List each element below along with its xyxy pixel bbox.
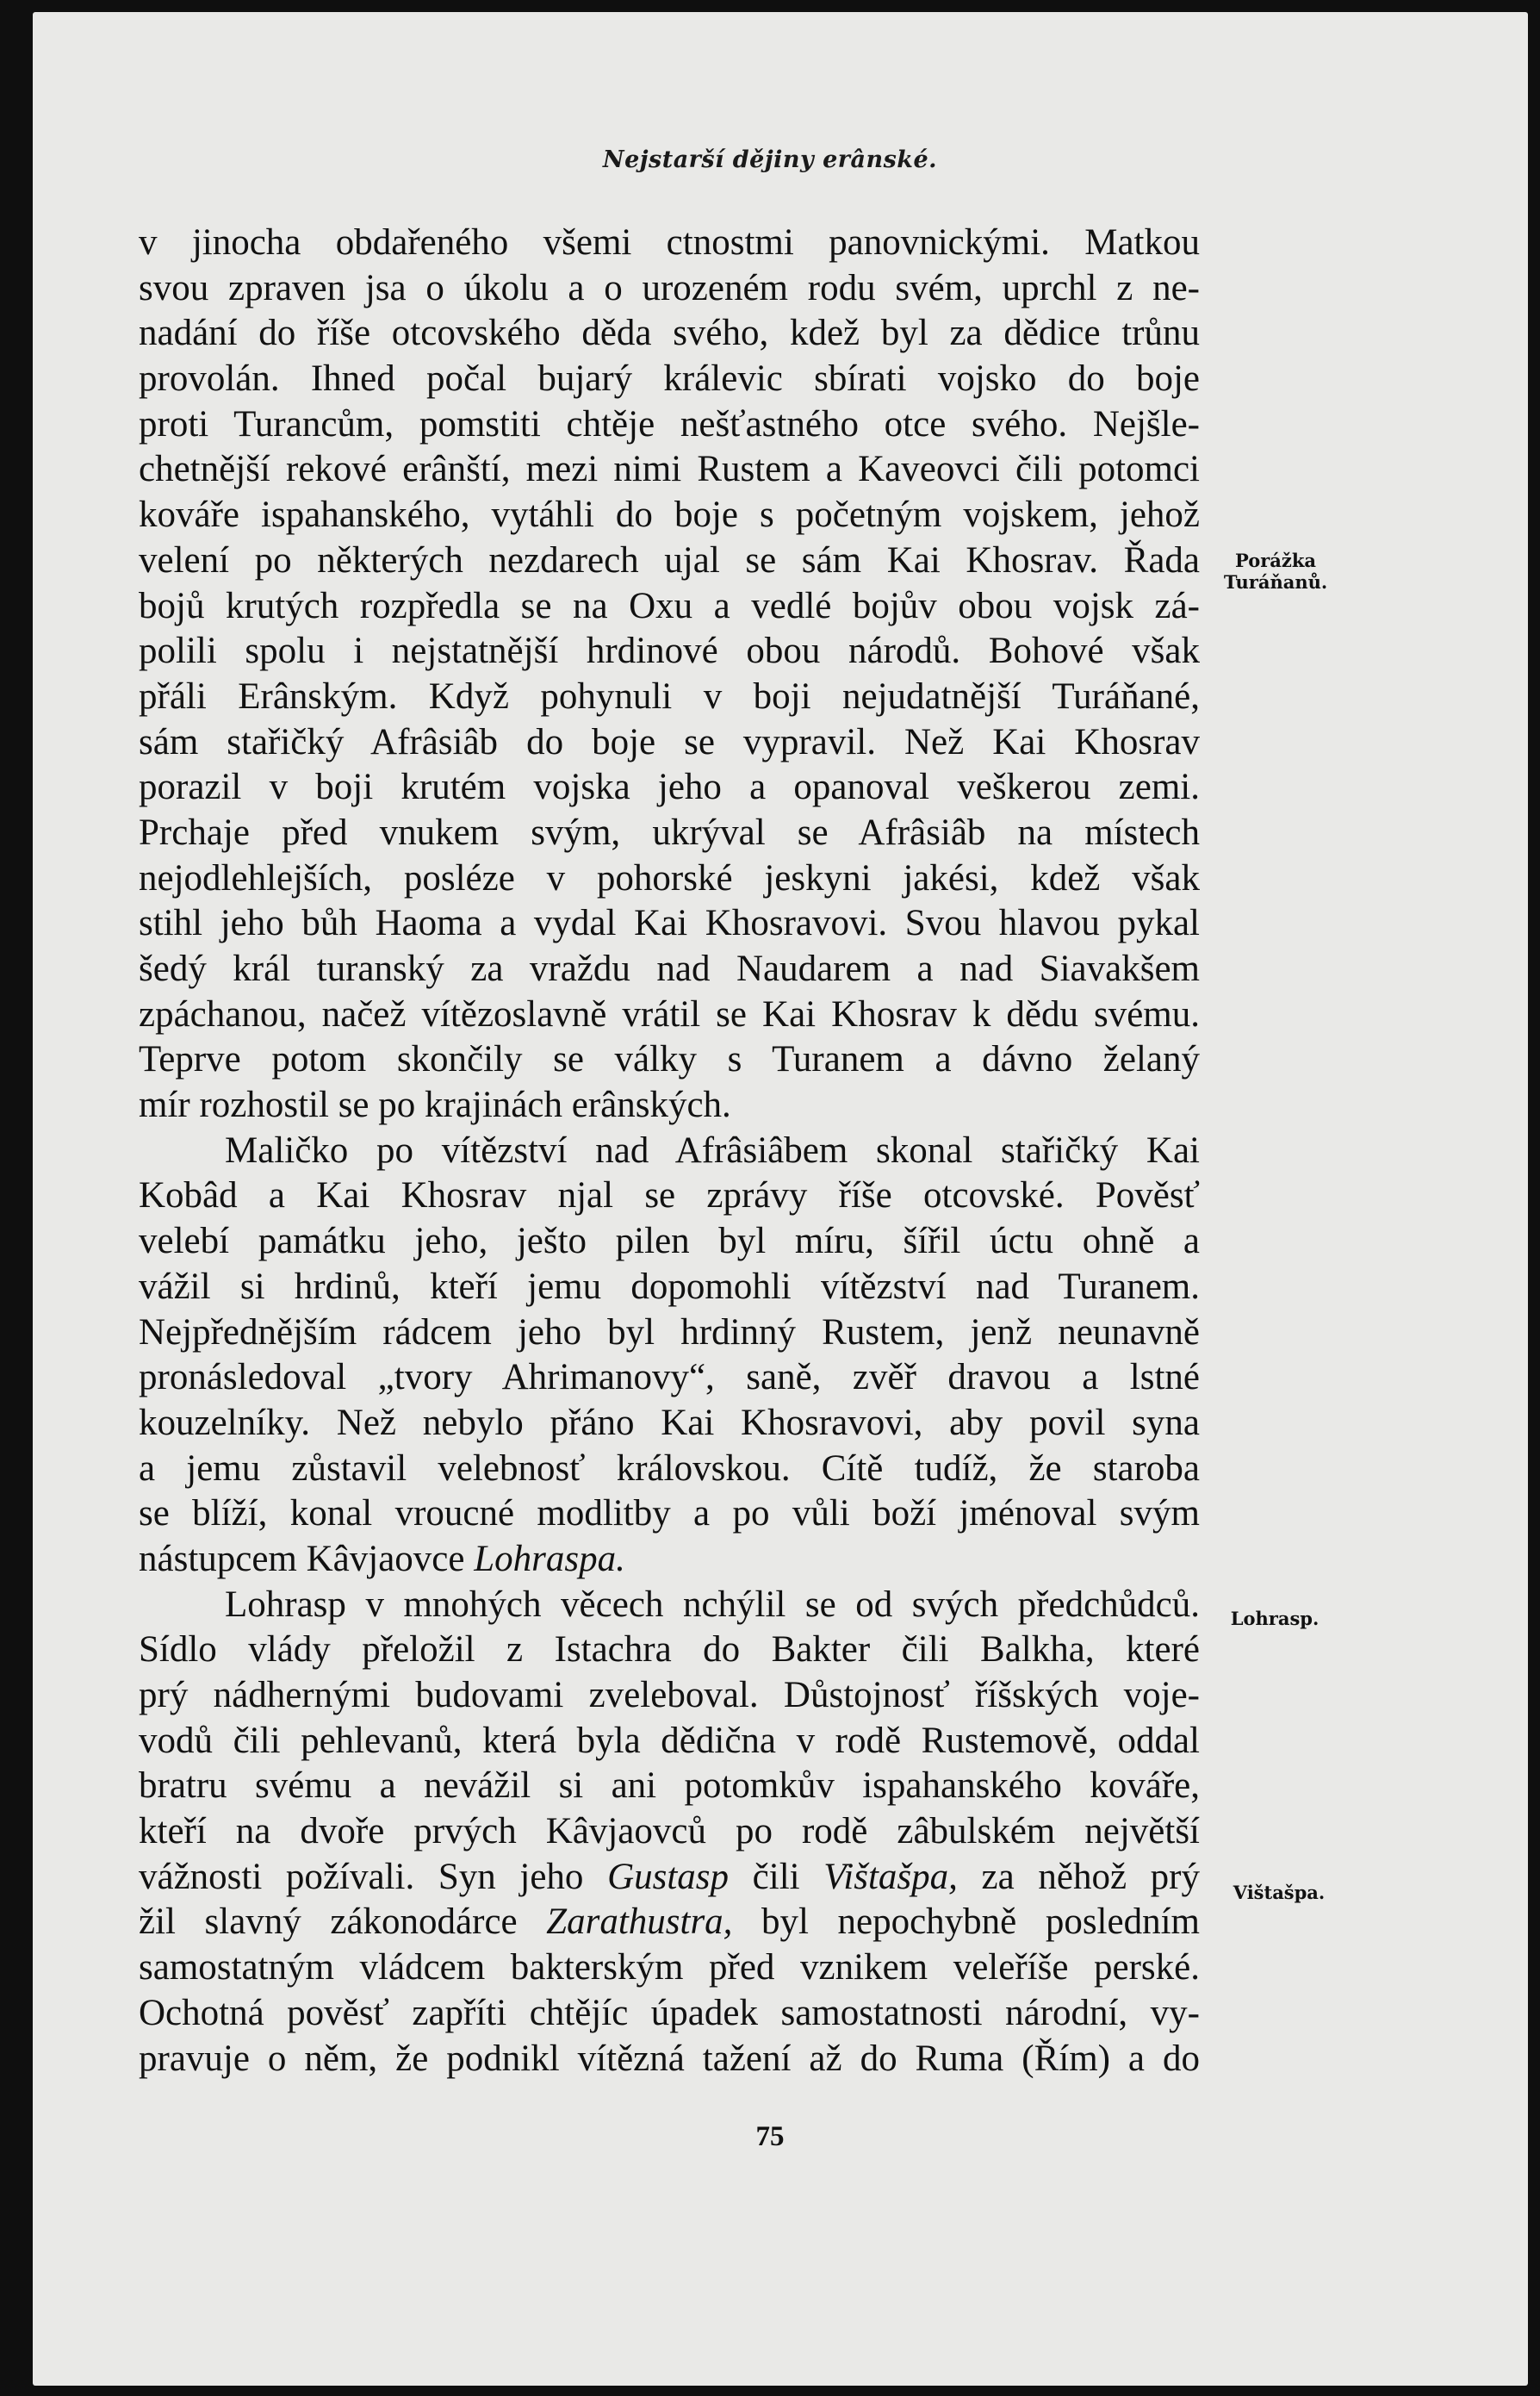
text-line: Prchaje před vnukem svým, ukrýval se Afrâsiâb na místech bbox=[139, 812, 1200, 853]
text-run: čili bbox=[729, 1856, 824, 1897]
text-line: Maličko po vítězství nad Afrâsiâbem skonal stařičký Kai bbox=[225, 1130, 1200, 1171]
text-line: porazil v boji krutém vojska jeho a opanoval veškerou zemi. bbox=[139, 767, 1200, 808]
text-line: Lohrasp v mnohých věcech nchýlil se od svých předchůdců. bbox=[225, 1584, 1200, 1625]
text-line: provolán. Ihned počal bujarý králevic sbírati vojsko do boje bbox=[139, 358, 1200, 400]
text-line: pravuje o něm, že podnikl vítězná tažení až do Ruma (Řím) a do bbox=[139, 2038, 1200, 2079]
text-line: kouzelníky. Než nebylo přáno Kai Khosravovi, aby povil syna bbox=[139, 1402, 1200, 1443]
text-line: prý nádhernými budovami zveleboval. Důstojnosť říšských voje- bbox=[139, 1675, 1200, 1715]
text-line: mír rozhostil se po krajinách erânských. bbox=[139, 1085, 731, 1126]
text-line: zpáchanou, načež vítězoslavně vrátil se Kai Khosrav k dědu svému. bbox=[139, 993, 1200, 1035]
text-line: stihl jeho bůh Haoma a vydal Kai Khosravovi. Svou hlavou pykal bbox=[139, 903, 1200, 944]
margin-note-line: Porážka bbox=[1235, 550, 1316, 571]
text-run: nástupcem Kâvjaovce bbox=[139, 1538, 475, 1579]
text-line: vodů čili pehlevanů, která byla dědična v rodě Rustemově, oddal bbox=[139, 1720, 1200, 1761]
text-line: se blíží, konal vroucné modlitby a po vůli boží jménoval svým bbox=[139, 1493, 1200, 1534]
margin-note-lohrasp: Lohrasp. bbox=[1230, 1608, 1320, 1629]
text-line: nejodlehlejších, posléze v pohorské jeskyni jakési, kdež však bbox=[139, 857, 1200, 899]
text-line: Sídlo vlády přeložil z Istachra do Bakter čili Balkha, které bbox=[139, 1629, 1200, 1671]
text-line: přáli Erânským. Když pohynuli v boji nejudatnější Turáňané, bbox=[139, 675, 1200, 717]
body-text bbox=[139, 221, 1200, 2082]
margin-note-porazka bbox=[1194, 550, 1357, 593]
text-run: vážnosti požívali. Syn jeho bbox=[139, 1856, 608, 1897]
text-line: samostatným vládcem bakterským před vznikem veleříše perské. bbox=[139, 1947, 1200, 1988]
text-line: Nejpřednějším rádcem jeho byl hrdinný Rustem, jenž neunavně bbox=[139, 1311, 1200, 1353]
text-line: kteří na dvoře prvých Kâvjaovců po rodě zâbulském největší bbox=[139, 1811, 1200, 1852]
text-line: pronásledoval „tvory Ahrimanovy“, saně, zvěř dravou a lstné bbox=[139, 1357, 1200, 1398]
text-line bbox=[139, 1900, 1200, 1945]
text-line: svou zpraven jsa o úkolu a o urozeném rodu svém, uprchl z ne- bbox=[139, 267, 1200, 308]
running-header: Nejstarší dějiny erânské. bbox=[602, 146, 938, 173]
text-run: byl nepochybně posledním bbox=[732, 1901, 1200, 1943]
text-line: bojů krutých rozpředla se na Oxu a vedlé bojův obou vojsk zá- bbox=[139, 585, 1200, 626]
text-line: v jinocha obdařeného všemi ctnostmi panovnickými. Matkou bbox=[139, 222, 1200, 263]
italic-name: Gustasp bbox=[607, 1856, 730, 1897]
text-line: sám stařičký Afrâsiâb do boje se vypravil. Než Kai Khosrav bbox=[139, 721, 1200, 762]
text-line: nadání do říše otcovského děda svého, kdež byl za dědice trůnu bbox=[139, 313, 1200, 354]
text-line bbox=[139, 1537, 1200, 1583]
text-line: velení po některých nezdarech ujal se sám Kai Khosrav. Řada bbox=[139, 539, 1200, 581]
text-line: polili spolu i nejstatnější hrdinové obou národů. Bohové však bbox=[139, 631, 1200, 672]
italic-name: Vištašpa, bbox=[823, 1856, 958, 1897]
text-line: Kobâd a Kai Khosrav njal se zprávy říše otcovské. Pověsť bbox=[139, 1175, 1200, 1217]
page-number: 75 bbox=[755, 2121, 785, 2152]
text-line: kováře ispahanského, vytáhli do boje s početným vojskem, jehož bbox=[139, 495, 1200, 536]
margin-note-line: Turáňanů. bbox=[1223, 571, 1328, 593]
text-run: žil slavný zákonodárce bbox=[139, 1901, 547, 1943]
text-line: Ochotná pověsť zapříti chtějíc úpadek samostatnosti národní, vy- bbox=[139, 1992, 1200, 2033]
text-line bbox=[139, 1855, 1200, 1901]
text-line: a jemu zůstavil velebnosť královskou. Cítě tudíž, že staroba bbox=[139, 1447, 1200, 1489]
text-line: šedý král turanský za vraždu nad Naudarem a nad Siavakšem bbox=[139, 949, 1200, 989]
text-line: velebí památku jeho, ješto pilen byl míru, šířil úctu ohně a bbox=[139, 1221, 1200, 1262]
italic-name: Lohraspa. bbox=[474, 1538, 625, 1579]
text-run: za něhož prý bbox=[957, 1856, 1200, 1897]
italic-name: Zarathustra, bbox=[546, 1901, 733, 1943]
text-line: Teprve potom skončily se války s Turanem a dávno želaný bbox=[139, 1039, 1200, 1080]
text-line: proti Turancům, pomstiti chtěje nešťastného otce svého. Nejšle- bbox=[139, 403, 1200, 445]
text-line: chetnější rekové erânští, mezi nimi Rustem a Kaveovci čili potomci bbox=[139, 449, 1200, 490]
text-line: vážil si hrdinů, kteří jemu dopomohli vítězství nad Turanem. bbox=[139, 1266, 1200, 1307]
text-line: bratru svému a nevážil si ani potomkův ispahanského kováře, bbox=[139, 1765, 1200, 1807]
margin-note-vistaspa: Vištašpa. bbox=[1233, 1882, 1326, 1903]
